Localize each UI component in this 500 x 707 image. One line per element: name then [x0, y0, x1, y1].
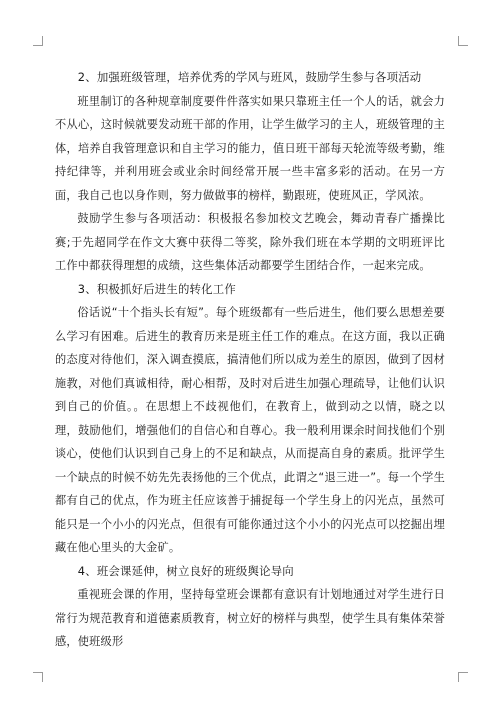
crop-mark-bottom-left [33, 672, 43, 682]
document-body [55, 66, 445, 654]
crop-mark-top-right [458, 36, 468, 46]
section-heading-4: 4、班会课延伸，树立良好的班级舆论导向 [77, 563, 294, 578]
section-heading-3: 3、积极抓好后进生的转化工作 [77, 281, 236, 296]
crop-mark-bottom-right [458, 672, 468, 682]
crop-mark-top-left [33, 36, 43, 46]
paragraph-activities: 鼓励学生参与各项活动：积极报名参加校文艺晚会，舞动青春广播操比赛;于先超同学在作文大赛中获得二等奖，除外我们班在本学期的文明班评比工作中都获得理想的成绩，这些集体活动都要学生团结合作，一起来完成。 [55, 212, 445, 272]
section-heading-2: 2、加强班级管理，培养优秀的学风与班风，鼓励学生参与各项活动 [77, 70, 422, 84]
paragraph-class-management: 班里制订的各种规章制度要件件落实如果只靠班主任一个人的话，就会力不从心，这时候就要发动班干部的作用，让学生做学习的主人，班级管理的主体，培养自我管理意识和自主学习的能力，值日班干部每天轮流等级考勤，维持纪律等，并利用班会或业余时间经常开展一些丰富多彩的活动。在另一方面，我自己也以身作则，努力做做事的榜样，勤跟班，使班风正，学风浓。 [55, 94, 445, 202]
paragraph-class-meeting: 重视班会课的作用，坚持每堂班会课都有意识有计划地通过对学生进行日常行为规范教育和道德素质教育，树立好的榜样与典型，使学生具有集体荣誉感，使班级形 [55, 588, 445, 648]
paragraph-underachievers: 俗话说“十个指头长有短”。每个班级都有一些后进生，他们要么思想差要么学习有困难。后进生的教育历来是班主任工作的难点。在这方面，我以正确的态度对待他们，深入调查摸底，搞清他们所以成为差生的原因，做到了因材施教，对他们真诚相待，耐心相帮，及时对后进生加强心理疏导，让他们认识到自己的价值。。在思想上不歧视他们，在教育上，做到动之以情，晓之以理，鼓励他们，增强他们的自信心和自尊心。我一般利用课余时间找他们个别谈心，使他们认识到自己身上的不足和缺点，从而提高自身的素质。批评学生一个缺点的时候不妨先先表扬他的三个优点，此谓之“退三进一”。每一个学生都有自己的优点，作为班主任应该善于捕捉每一个学生身上的闪光点，虽然可能只是一个小小的闪光点，但很有可能你通过这个小小的闪光点可以挖掘出埋藏在他心里头的大金矿。 [55, 306, 445, 554]
